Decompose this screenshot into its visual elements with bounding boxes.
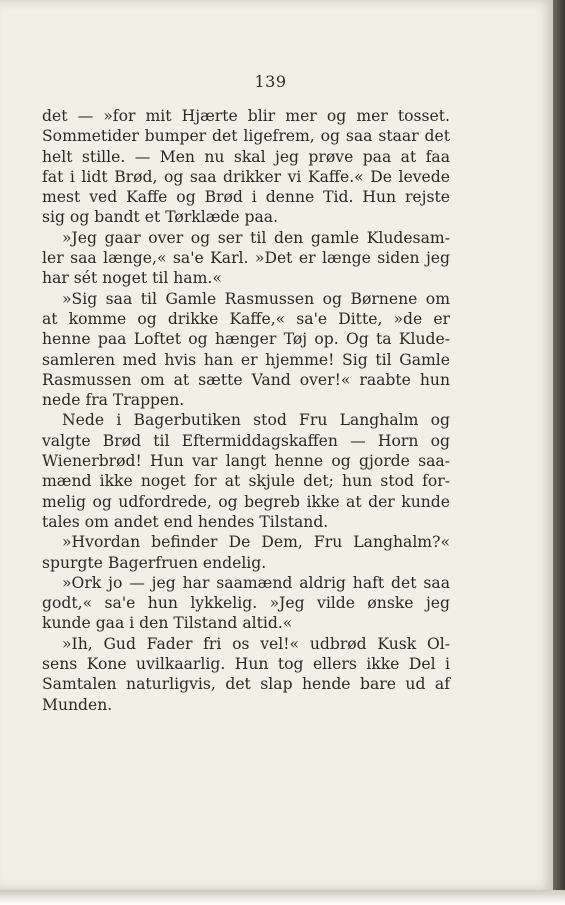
text-line: Samtalen naturligvis, det slap hende bare ud af <box>42 675 450 694</box>
text-line: Munden. <box>42 695 113 714</box>
text-line: spurgte Bagerfruen endelig. <box>42 553 267 572</box>
text-line: Sommetider bumper det ligefrem, og saa staar det <box>42 127 450 146</box>
text-line: »Hvordan befinder De Dem, Fru Langhalm?« <box>62 533 450 552</box>
text-line: sens Kone uvilkaarlig. Hun tog ellers ikke Del i <box>42 655 450 674</box>
text-line: det — »for mit Hjærte blir mer og mer tosset. <box>42 107 450 125</box>
text-line: helt stille. — Men nu skal jeg prøve paa at faa <box>42 147 450 166</box>
text-line: »Ih, Gud Fader fri os vel!« udbrød Kusk Ol- <box>62 634 450 653</box>
text-line: »Jeg gaar over og ser til den gamle Kludesam- <box>62 228 450 247</box>
text-line: melig og udfordrede, og begreb ikke at der kunde <box>42 492 450 511</box>
text-line: henne paa Loftet og hænger Tøj op. Og ta Klude- <box>42 330 450 349</box>
text-line: kunde gaa i den Tilstand altid.« <box>42 614 293 633</box>
text-line: »Ork jo — jeg har saamænd aldrig haft det saa <box>62 573 450 592</box>
text-line: har sét noget til ham.« <box>42 269 222 288</box>
body-text <box>42 106 450 715</box>
text-line: sig og bandt et Tørklæde paa. <box>42 208 279 227</box>
text-line: fat i lidt Brød, og saa drikker vi Kaffe.« De levede <box>42 167 450 186</box>
text-line: nede fra Trappen. <box>42 391 185 410</box>
text-line: tales om andet end hendes Tilstand. <box>42 512 329 531</box>
text-line: mest ved Kaffe og Brød i denne Tid. Hun rejste <box>42 188 450 207</box>
text-line: mænd ikke noget for at skjule det; hun stod for- <box>42 472 450 491</box>
text-line: Rasmussen om at sætte Vand over!« raabte hun <box>42 370 450 389</box>
page-bottom-edge <box>0 890 565 905</box>
text-line: Wienerbrød! Hun var langt henne og gjorde saa- <box>42 452 450 471</box>
text-line: at komme og drikke Kaffe,« sa'e Ditte, »de er <box>42 309 450 328</box>
text-line: ler saa længe,« sa'e Karl. »Det er længe siden jeg <box>42 249 450 268</box>
text-line: valgte Brød til Eftermiddagskaffen — Horn og <box>42 431 450 450</box>
text-line: »Sig saa til Gamle Rasmussen og Børnene om <box>62 289 450 308</box>
text-line: Nede i Bagerbutiken stod Fru Langhalm og <box>62 411 450 430</box>
page-number: 139 <box>254 72 287 91</box>
text-line: samleren med hvis han er hjemme! Sig til Gamle <box>42 350 450 369</box>
book-spine <box>553 0 565 905</box>
text-line: godt,« sa'e hun lykkelig. »Jeg vilde ønske jeg <box>42 594 450 613</box>
